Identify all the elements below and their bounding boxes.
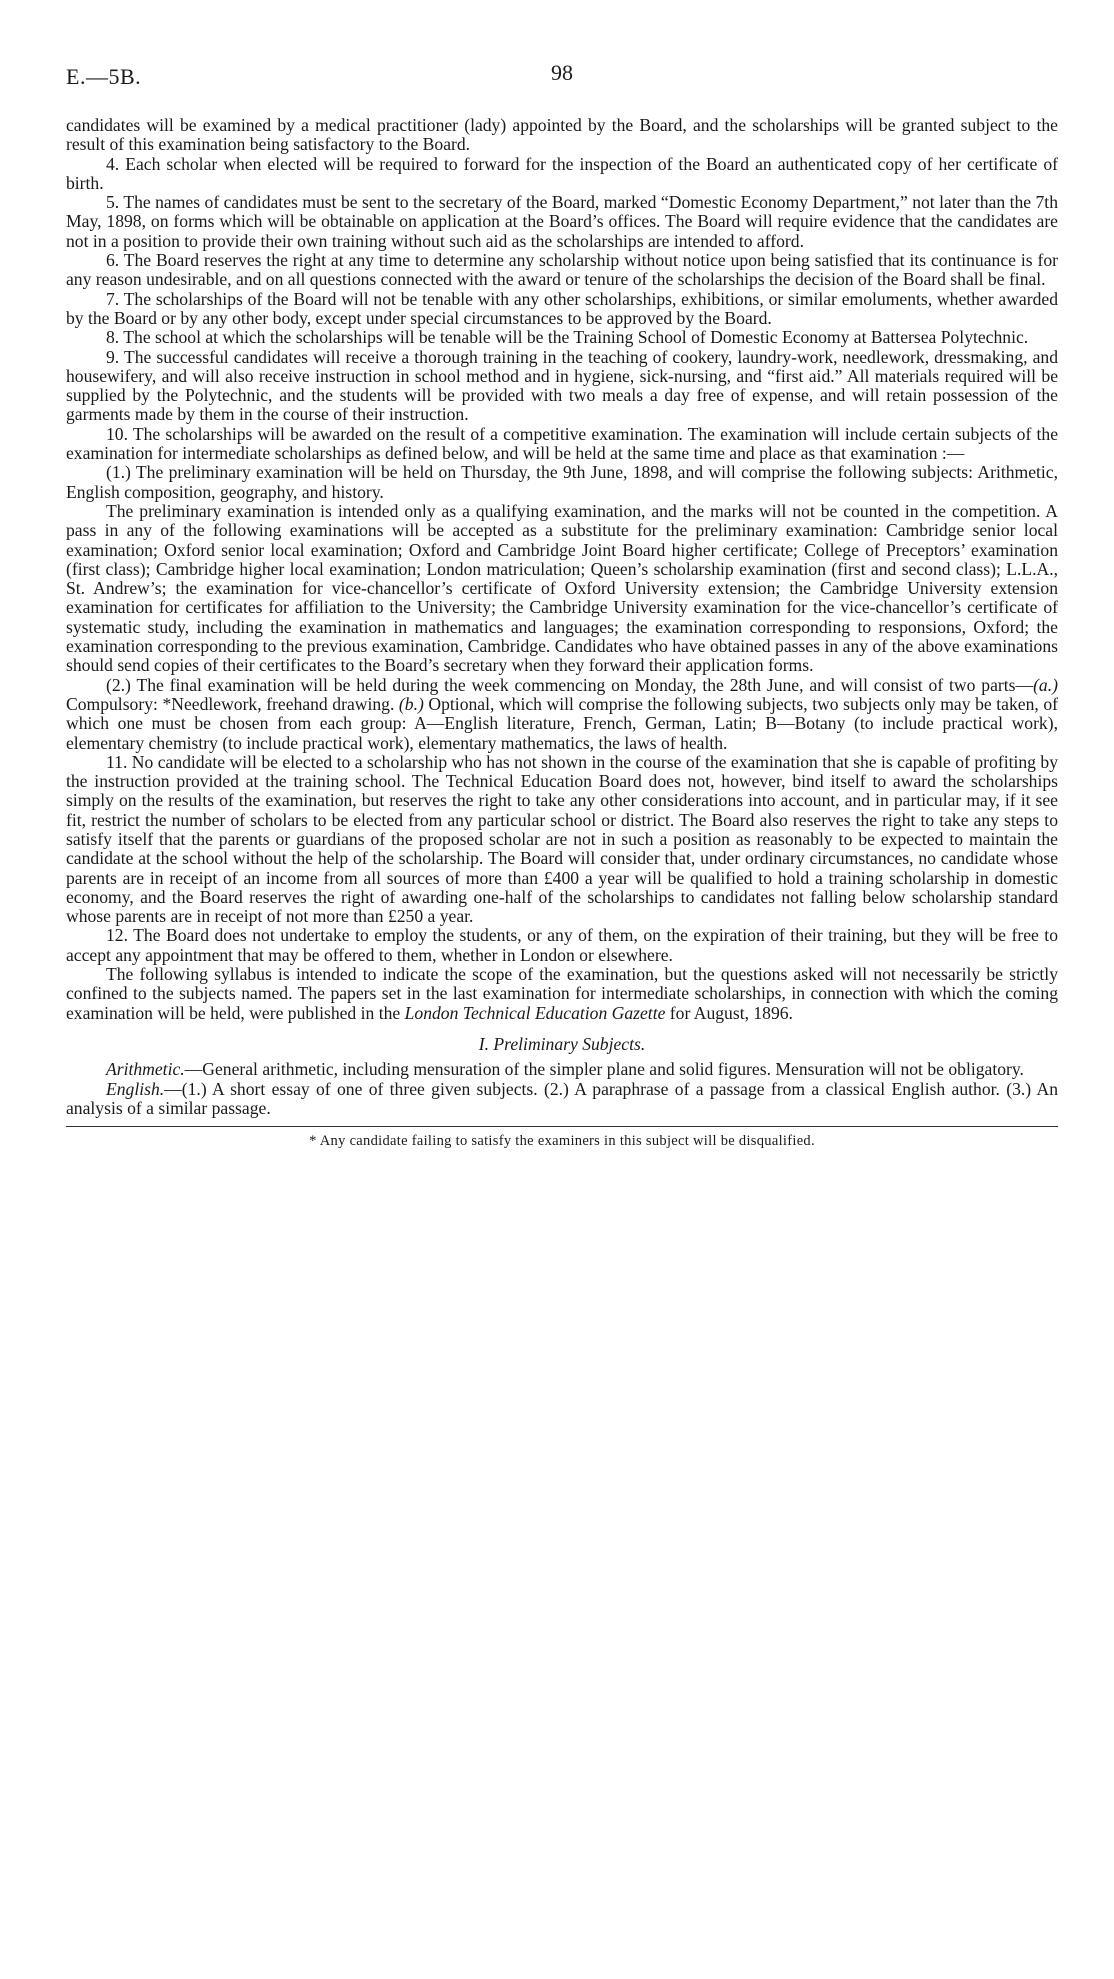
- final-exam-intro: (2.) The final examination will be held during the week commencing on Monday, the 28th June, and will consist of two parts—: [106, 674, 1034, 695]
- paragraph-10: 10. The scholarships will be awarded on the result of a competitive examination. The examination will include certain subjects of the examination for intermediate scholarships as defined below, and will be held at the same time and place as that examination :—: [66, 423, 1058, 464]
- paragraph-5: 5. The names of candidates must be sent to the secretary of the Board, marked “Domestic Economy Department,” not later than the 7th May, 1898, on forms which will be obtainable on application at the Board’s offices. The Board will require evidence that the candidates are not in a position to provide their own training without such aid as the scholarships are intended to afford.: [66, 192, 1058, 251]
- paragraph-10-1-preliminary: The preliminary examination is intended only as a qualifying examination, and the marks will not be counted in the competition. A pass in any of the following examinations will be accepted as a substitute for the preliminary examination: Cambridge senior local examination; Oxford senior local examination; Oxford and Cambridge Joint Board higher certificate; College of Preceptors’ examination (first class); Cambridge higher local examination; London matriculation; Queen’s scholarship examination (first and second class); L.L.A., St. Andrew’s; the examination for vice-chancellor’s certificate of Oxford University extension; the Cambridge University extension examination for certificates for affiliation to the University; the Cambridge University examination for the vice-chancellor’s certificate of systematic study, including the examination in mathematics and languages; the examination corresponding to responsions, Oxford; the examination corresponding to the previous examination, Cambridge. Candidates who have obtained passes in any of the above examinations should send copies of their certificates to the Board’s secretary when they forward their application forms.: [66, 500, 1058, 676]
- document-body: [66, 116, 1058, 1118]
- paragraph-8: 8. The school at which the scholarships will be tenable will be the Training School of Domestic Economy at Battersea Polytechnic.: [106, 327, 1029, 348]
- section-title: I. Preliminary Subjects.: [478, 1033, 646, 1054]
- subject-english: [66, 1080, 1058, 1119]
- page-header: [66, 56, 1058, 96]
- paragraph-syllabus: [66, 965, 1058, 1023]
- arithmetic-label: Arithmetic.: [106, 1059, 185, 1080]
- footnote: * Any candidate failing to satisfy the examiners in this subject will be disqualified.: [309, 1133, 815, 1150]
- paragraph-7: 7. The scholarships of the Board will not be tenable with any other scholarships, exhibitions, or similar emoluments, whether awarded by the Board or by any other body, except under special circumstances to be approved by the Board.: [66, 288, 1058, 328]
- compulsory-text: Compulsory: *Needlework, freehand drawing.: [66, 693, 399, 714]
- syllabus-text-end: for August, 1896.: [665, 1002, 793, 1023]
- part-b-marker: (b.): [398, 693, 424, 714]
- optional-text: Optional, which will comprise the following subjects, two subjects only may be taken, of which one must be chosen from each group: A—English literature, French, German, Latin; B—Botany (to include practical work), elementary chemistry (to include practical work), elementary mathematics, the laws of health.: [66, 693, 1058, 753]
- paragraph-10-1: (1.) The preliminary examination will be held on Thursday, the 9th June, 1898, and will comprise the following subjects: Arithmetic, English composition, geography, and history.: [66, 462, 1058, 502]
- paragraph-12: 12. The Board does not undertake to employ the students, or any of them, on the expiration of their training, but they will be free to accept any appointment that may be offered to them, whether in London or elsewhere.: [66, 925, 1058, 965]
- footnote-divider: [66, 1126, 1058, 1127]
- subject-arithmetic: [66, 1060, 1058, 1079]
- page-number: 98: [551, 60, 573, 85]
- paragraph-continued: candidates will be examined by a medical practitioner (lady) appointed by the Board, and the scholarships will be granted subject to the result of this examination being satisfactory to the Board.: [66, 115, 1058, 155]
- part-a-marker: (a.): [1033, 674, 1058, 695]
- document-page: [66, 56, 1058, 1150]
- english-label: English.: [106, 1078, 165, 1099]
- paragraph-6: 6. The Board reserves the right at any time to determine any scholarship without notice upon being satisfied that its continuance is for any reason undesirable, and on all questions connected with the award or tenure of the scholarships the decision of the Board shall be final.: [66, 250, 1058, 290]
- english-text: —(1.) A short essay of one of three given subjects. (2.) A paraphrase of a passage from a classical English author. (3.) An analysis of a similar passage.: [66, 1078, 1058, 1118]
- gazette-title: London Technical Education Gazette: [404, 1002, 666, 1023]
- paragraph-4: 4. Each scholar when elected will be required to forward for the inspection of the Board an authenticated copy of her certificate of birth.: [66, 153, 1058, 193]
- paragraph-11: 11. No candidate will be elected to a scholarship who has not shown in the course of the examination that she is capable of profiting by the instruction provided at the training school. The Technical Education Board does not, however, bind itself to award the scholarships simply on the results of the examination, but reserves the right to take any other considerations into account, and in particular may, if it see fit, restrict the number of scholars to be elected from any particular school or district. The Board also reserves the right to take any steps to satisfy itself that the parents or guardians of the proposed scholar are not in such a position as reasonably to be expected to maintain the candidate at the school without the help of the scholarship. The Board will consider that, under ordinary circumstances, no candidate whose parents are in receipt of an income from all sources of more than £400 a year will be qualified to hold a training scholarship in domestic economy, and the Board reserves the right of awarding one-half of the scholarships to candidates not falling below scholarship standard whose parents are in receipt of not more than £250 a year.: [66, 751, 1058, 927]
- paragraph-10-2: [66, 676, 1058, 753]
- paragraph-9: 9. The successful candidates will receive a thorough training in the teaching of cookery, laundry-work, needlework, dressmaking, and housewifery, and will also receive instruction in school method and in hygiene, sick-nursing, and “first aid.” All materials required will be supplied by the Polytechnic, and the students will be provided with two meals a day free of expense, and will retain possession of the garments made by them in the course of their instruction.: [66, 346, 1058, 425]
- syllabus-text: The following syllabus is intended to indicate the scope of the examination, but the questions asked will not necessarily be strictly confined to the subjects named. The papers set in the last examination for intermediate scholarships, in connection with which the coming examination will be held, were published in the: [66, 964, 1058, 1023]
- arithmetic-text: —General arithmetic, including mensuration of the simpler plane and solid figures. Mensuration will not be obligatory.: [184, 1059, 1024, 1080]
- document-reference: E.—5B.: [66, 64, 142, 89]
